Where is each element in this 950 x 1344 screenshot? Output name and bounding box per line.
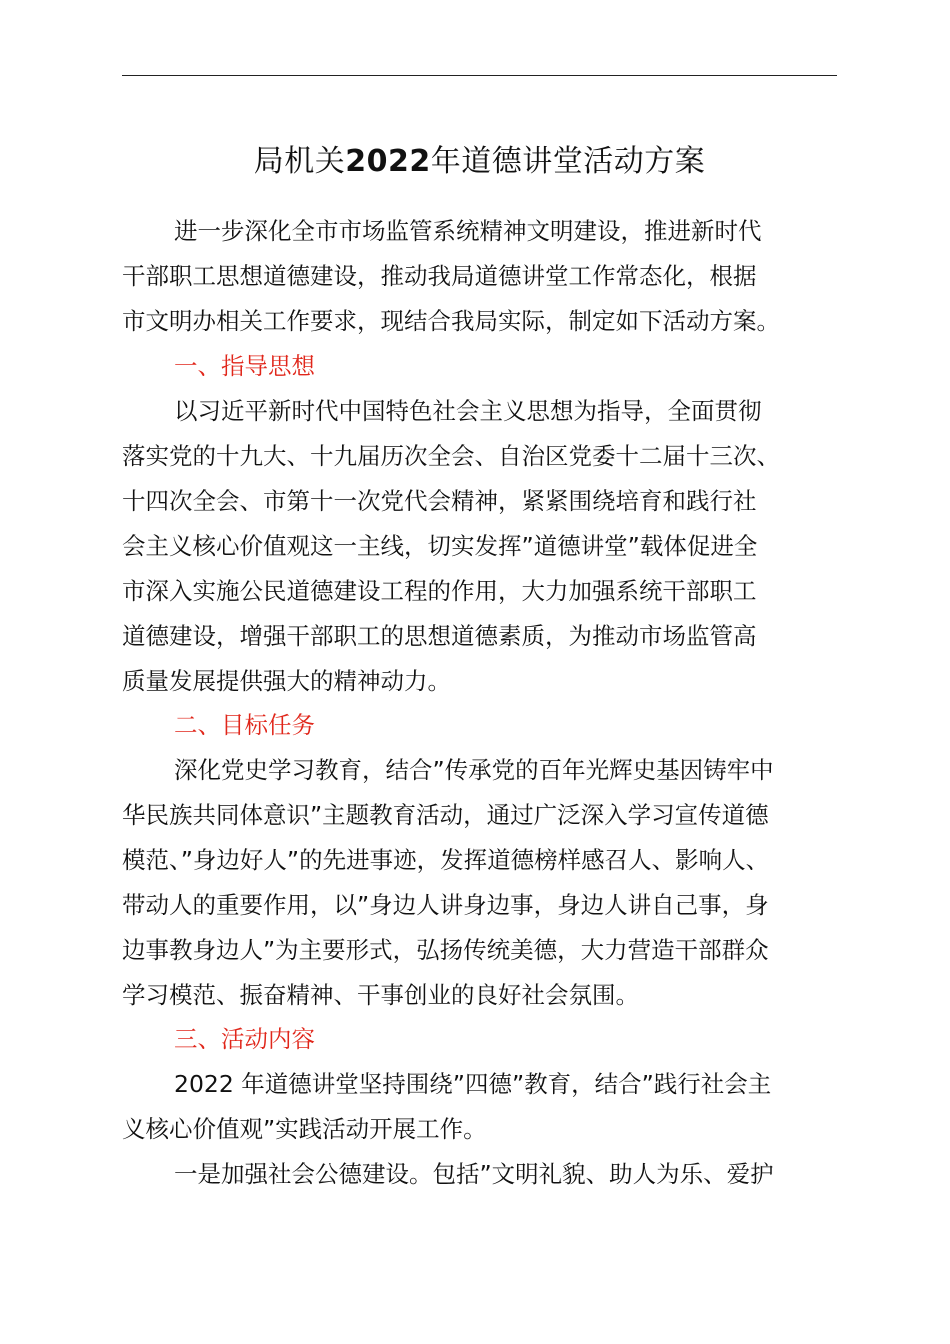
body-line: 一是加强社会公德建设。包括”文明礼貌、助人为乐、爱护: [174, 1160, 774, 1188]
body-line: 会主义核心价值观这一主线，切实发挥”道德讲堂”载体促进全: [122, 532, 758, 560]
title-prefix: 局机关: [253, 144, 346, 179]
section-heading-activity-content: 三、活动内容: [174, 1025, 315, 1053]
title-year: 2022: [345, 144, 431, 179]
body-line: 义核心价值观”实践活动开展工作。: [122, 1115, 487, 1143]
body-line: 以习近平新时代中国特色社会主义思想为指导，全面贯彻: [174, 397, 762, 425]
title-suffix: 年道德讲堂活动方案: [430, 144, 706, 179]
body-line: 道德建设，增强干部职工的思想道德素质，为推动市场监管高: [122, 622, 757, 650]
body-line: 边事教身边人”为主要形式，弘扬传统美德，大力营造干部群众: [122, 936, 769, 964]
intro-line-3: 市文明办相关工作要求，现结合我局实际，制定如下活动方案。: [122, 307, 780, 335]
body-line: 2022 年道德讲堂坚持围绕”四德”教育，结合”践行社会主: [174, 1070, 772, 1098]
body-line: 深化党史学习教育，结合”传承党的百年光辉史基因铸牢中: [174, 756, 774, 784]
body-line: 学习模范、振奋精神、干事创业的良好社会氛围。: [122, 981, 639, 1009]
body-line: 质量发展提供强大的精神动力。: [122, 667, 451, 695]
section-heading-goals-tasks: 二、目标任务: [174, 711, 315, 739]
body-line: 华民族共同体意识”主题教育活动，通过广泛深入学习宣传道德: [122, 801, 769, 829]
intro-line-1: 进一步深化全市市场监管系统精神文明建设，推进新时代: [174, 217, 762, 245]
body-line: 落实党的十九大、十九届历次全会、自治区党委十二届十三次、: [122, 442, 780, 470]
section-heading-guiding-thought: 一、指导思想: [174, 352, 315, 380]
header-rule: [122, 75, 837, 76]
body-line: 市深入实施公民道德建设工程的作用，大力加强系统干部职工: [122, 577, 757, 605]
body-line: 十四次全会、市第十一次党代会精神，紧紧围绕培育和践行社: [122, 487, 757, 515]
intro-line-2: 干部职工思想道德建设，推动我局道德讲堂工作常态化，根据: [122, 262, 757, 290]
document-title: [122, 138, 837, 186]
body-line: 带动人的重要作用，以”身边人讲身边事，身边人讲自己事，身: [122, 891, 769, 919]
body-line: 模范、”身边好人”的先进事迹，发挥道德榜样感召人、影响人、: [122, 846, 770, 874]
